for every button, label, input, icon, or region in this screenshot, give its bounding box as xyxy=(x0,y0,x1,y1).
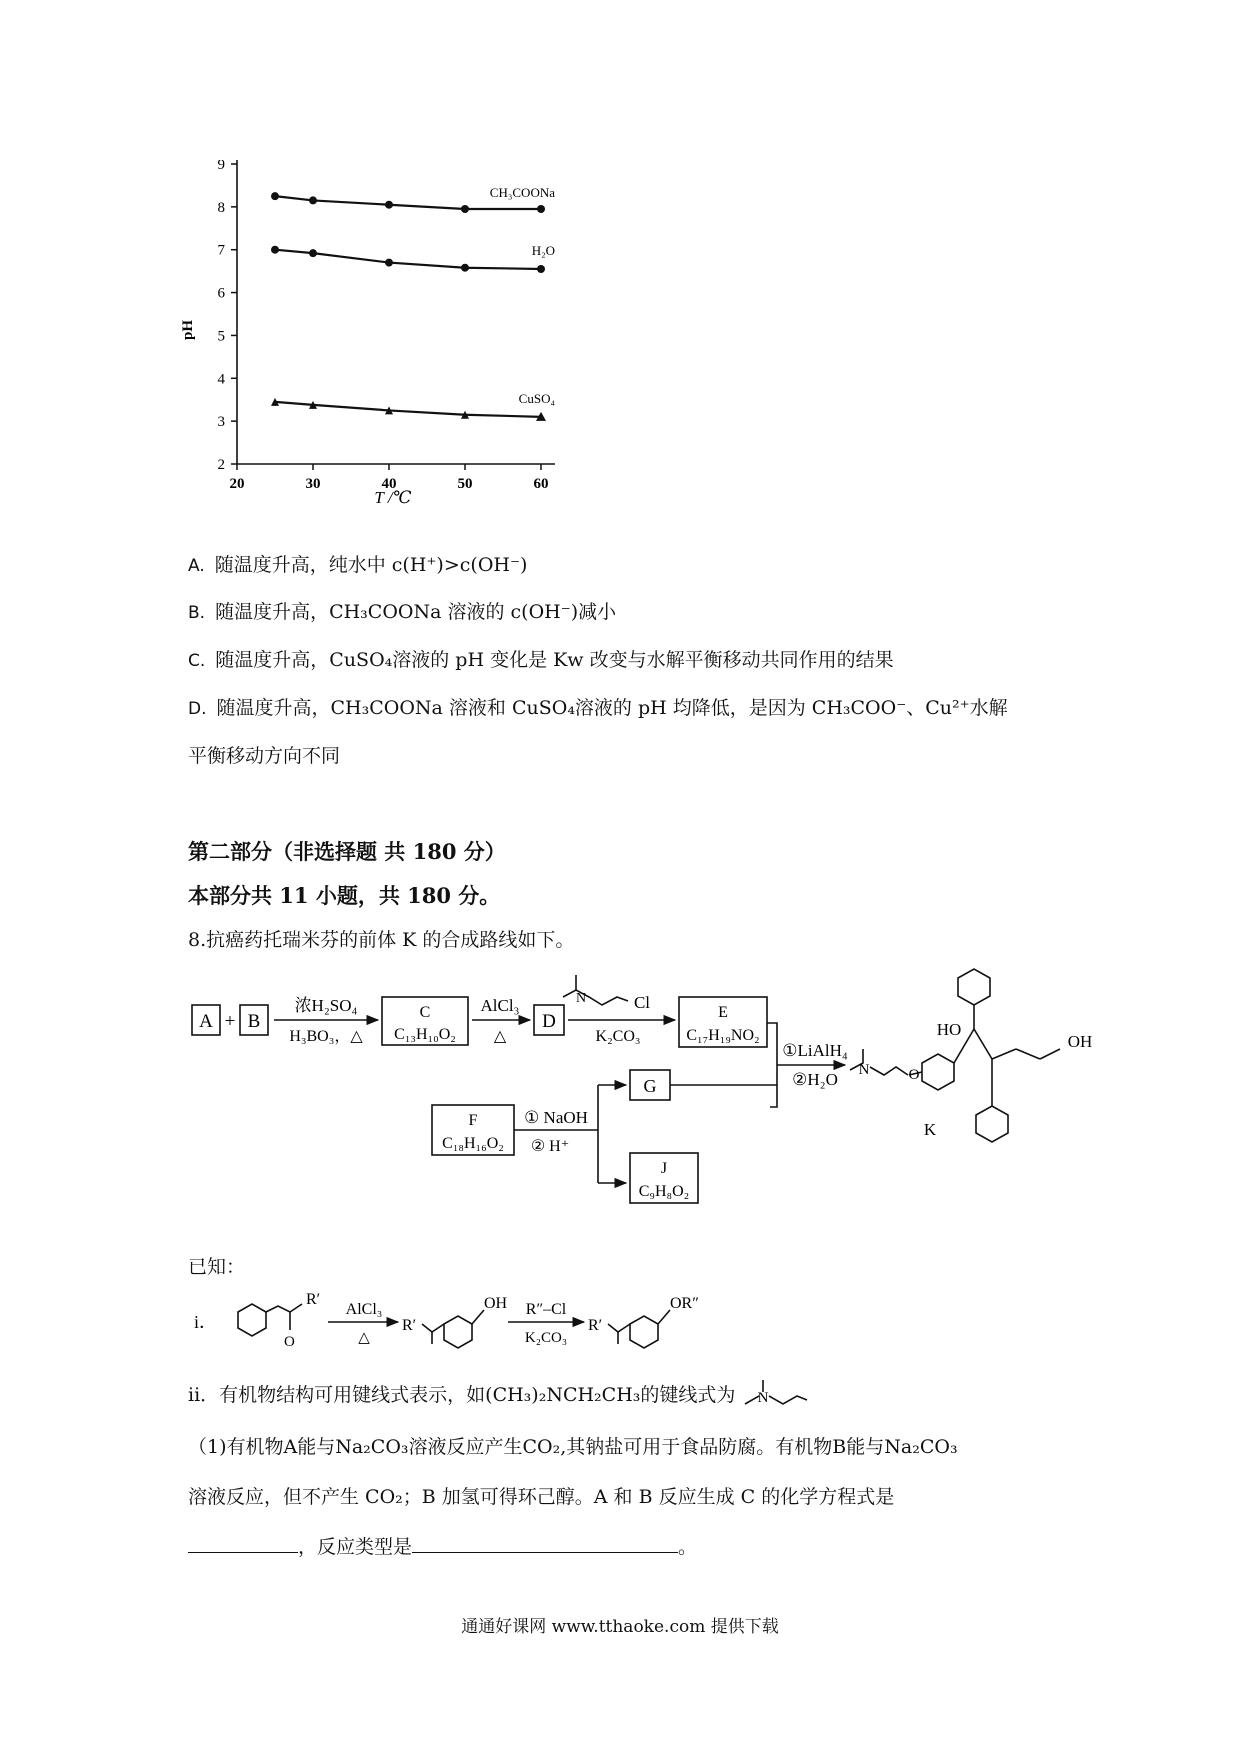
x-tick-label: 60 xyxy=(533,476,549,492)
answer-blank-reaction-type[interactable] xyxy=(412,1534,678,1553)
option-d-label: D. xyxy=(188,699,207,719)
data-point xyxy=(385,259,393,267)
known-cond-1-top: AlCl₃ xyxy=(345,1301,383,1318)
option-c[interactable] xyxy=(188,645,894,672)
dimethylaminoethyl-chloride-structure xyxy=(563,975,628,1005)
known-cond-2-bottom: K₂CO₃ xyxy=(524,1330,568,1346)
y-tick-label: 4 xyxy=(217,371,225,388)
ethyldimethylamine-structure xyxy=(741,1378,811,1414)
known-cond-1-bottom: △ xyxy=(358,1330,370,1346)
data-point xyxy=(309,196,317,204)
cond-5-top: ① NaOH xyxy=(524,1108,588,1127)
known-reaction-i xyxy=(188,1280,808,1360)
x-tick-label: 50 xyxy=(457,476,473,492)
label-j: J xyxy=(660,1160,668,1177)
x-tick-label: 30 xyxy=(305,476,321,492)
ph-temperature-chart xyxy=(170,160,590,520)
formula-f: C₁₈H₁₆O₂ xyxy=(442,1135,504,1152)
page-footer: 通通好课网 www.tthaoke.com 提供下载 xyxy=(461,1617,779,1637)
label-b: B xyxy=(247,1011,261,1032)
y-tick-label: 9 xyxy=(217,160,225,173)
hydroxy-ketone-structure xyxy=(422,1310,484,1348)
merge-line xyxy=(767,1023,777,1107)
option-c-label: C. xyxy=(188,651,206,671)
q1-line-2: 溶液反应，但不产生 CO₂；B 加氢可得环己醇。A 和 B 反应生成 C 的化学方程式是 xyxy=(188,1486,895,1508)
cond-1-bottom: H₃BO₃，△ xyxy=(289,1028,363,1045)
ester-r-prime: R′ xyxy=(306,1291,321,1308)
known-i-number: i． xyxy=(194,1312,218,1332)
q1-line-3-end: 。 xyxy=(678,1536,698,1558)
option-a[interactable] xyxy=(188,550,527,577)
ketone-r-prime: R′ xyxy=(402,1317,417,1334)
data-point xyxy=(461,205,469,213)
data-point xyxy=(461,264,469,272)
series-line-2 xyxy=(275,402,541,417)
option-d[interactable] xyxy=(188,693,1008,720)
ether-r-prime: R′ xyxy=(588,1317,603,1334)
data-point xyxy=(537,205,545,213)
plus-sign: + xyxy=(224,1011,236,1032)
cond-3-bottom: K₂CO₃ xyxy=(595,1028,641,1045)
q1-line-3-mid: ，反应类型是 xyxy=(298,1536,413,1558)
data-point xyxy=(271,192,279,200)
synthesis-route-diagram xyxy=(180,955,1140,1220)
k-ho-label: HO xyxy=(936,1020,962,1039)
option-b-label: B. xyxy=(188,603,206,623)
series-label-2: CuSO₄ xyxy=(518,390,555,406)
cond-4-top: ①LiAlH₄ xyxy=(782,1041,848,1060)
data-point xyxy=(537,265,545,273)
k-label: K xyxy=(923,1120,937,1139)
data-point xyxy=(385,201,393,209)
known-cond-2-top: R″–Cl xyxy=(525,1301,567,1318)
alkoxy-ketone-structure xyxy=(608,1310,670,1348)
y-axis-label: pH xyxy=(180,319,196,341)
ether-or: OR″ xyxy=(670,1295,699,1312)
label-d: D xyxy=(542,1011,556,1032)
formula-e: C₁₇H₁₉NO₂ xyxy=(686,1027,760,1044)
x-axis-label: T /℃ xyxy=(374,488,412,507)
cond-1-top: 浓H₂SO₄ xyxy=(294,996,358,1015)
label-e: E xyxy=(718,1004,728,1021)
q1-line-3 xyxy=(188,1532,697,1559)
series-label-1: H₂O xyxy=(531,243,555,258)
y-tick-label: 8 xyxy=(217,199,225,216)
k-oh-label: OH xyxy=(1067,1032,1093,1051)
formula-c: C₁₃H₁₀O₂ xyxy=(394,1026,456,1043)
option-b-text: 随温度升高，CH₃COONa 溶液的 c(OH⁻)减小 xyxy=(215,601,617,623)
y-tick-label: 6 xyxy=(217,285,225,302)
y-tick-label: 2 xyxy=(217,457,225,473)
cond-5-bottom: ② H⁺ xyxy=(530,1138,570,1155)
label-f: F xyxy=(468,1112,478,1129)
cond-3-top: Cl xyxy=(633,993,651,1012)
option-a-text: 随温度升高，纯水中 c(H⁺)>c(OH⁻) xyxy=(214,554,528,576)
data-point xyxy=(309,249,317,257)
y-tick-label: 7 xyxy=(217,242,225,259)
k-o-atom: O xyxy=(908,1067,920,1083)
option-d-text: 随温度升高，CH₃COONa 溶液和 CuSO₄溶液的 pH 均降低，是因为 CH₃COO⁻、Cu²⁺水解 xyxy=(216,697,1008,719)
cond-4-bottom: ②H₂O xyxy=(792,1070,838,1089)
cond-2-bottom: △ xyxy=(493,1028,507,1045)
ester-o: O xyxy=(284,1334,295,1350)
q1-line-1: （1)有机物A能与Na₂CO₃溶液反应产生CO₂,其钠盐可用于食品防腐。有机物B能与Na₂CO₃ xyxy=(188,1436,958,1458)
compound-k-structure xyxy=(850,969,1060,1142)
known-title: 已知： xyxy=(188,1256,246,1278)
x-tick-label: 40 xyxy=(381,476,397,492)
label-a: A xyxy=(199,1011,213,1032)
part-title: 第二部分（非选择题 共 180 分） xyxy=(188,839,506,864)
option-a-label: A. xyxy=(188,556,205,576)
known-ii xyxy=(188,1378,811,1414)
ketone-oh: OH xyxy=(484,1295,508,1312)
y-tick-label: 5 xyxy=(217,328,225,345)
x-tick-label: 20 xyxy=(229,476,245,492)
known-ii-n: N xyxy=(758,1390,769,1406)
known-ii-text: ii．有机物结构可用键线式表示，如(CH₃)₂NCH₂CH₃的键线式为 xyxy=(188,1384,736,1406)
k-n-atom: N xyxy=(858,1062,870,1078)
data-point xyxy=(271,246,279,254)
reagent-n: N xyxy=(575,991,587,1006)
option-c-text: 随温度升高，CuSO₄溶液的 pH 变化是 Kw 改变与水解平衡移动共同作用的结果 xyxy=(215,649,894,671)
label-g: G xyxy=(643,1076,657,1096)
answer-blank-equation[interactable] xyxy=(188,1534,298,1553)
question-stem: 8.抗癌药托瑞米芬的前体 K 的合成路线如下。 xyxy=(188,929,575,951)
cond-2-top: AlCl₃ xyxy=(480,996,520,1015)
option-b[interactable] xyxy=(188,597,616,624)
phenyl-ester-structure xyxy=(238,1304,302,1336)
option-d-continuation: 平衡移动方向不同 xyxy=(188,745,341,767)
part-subtitle: 本部分共 11 小题，共 180 分。 xyxy=(188,883,501,908)
y-tick-label: 3 xyxy=(217,414,225,431)
label-c: C xyxy=(419,1004,431,1021)
series-label-0: CH₃COONa xyxy=(489,185,555,200)
formula-j: C₉H₈O₂ xyxy=(638,1183,690,1200)
